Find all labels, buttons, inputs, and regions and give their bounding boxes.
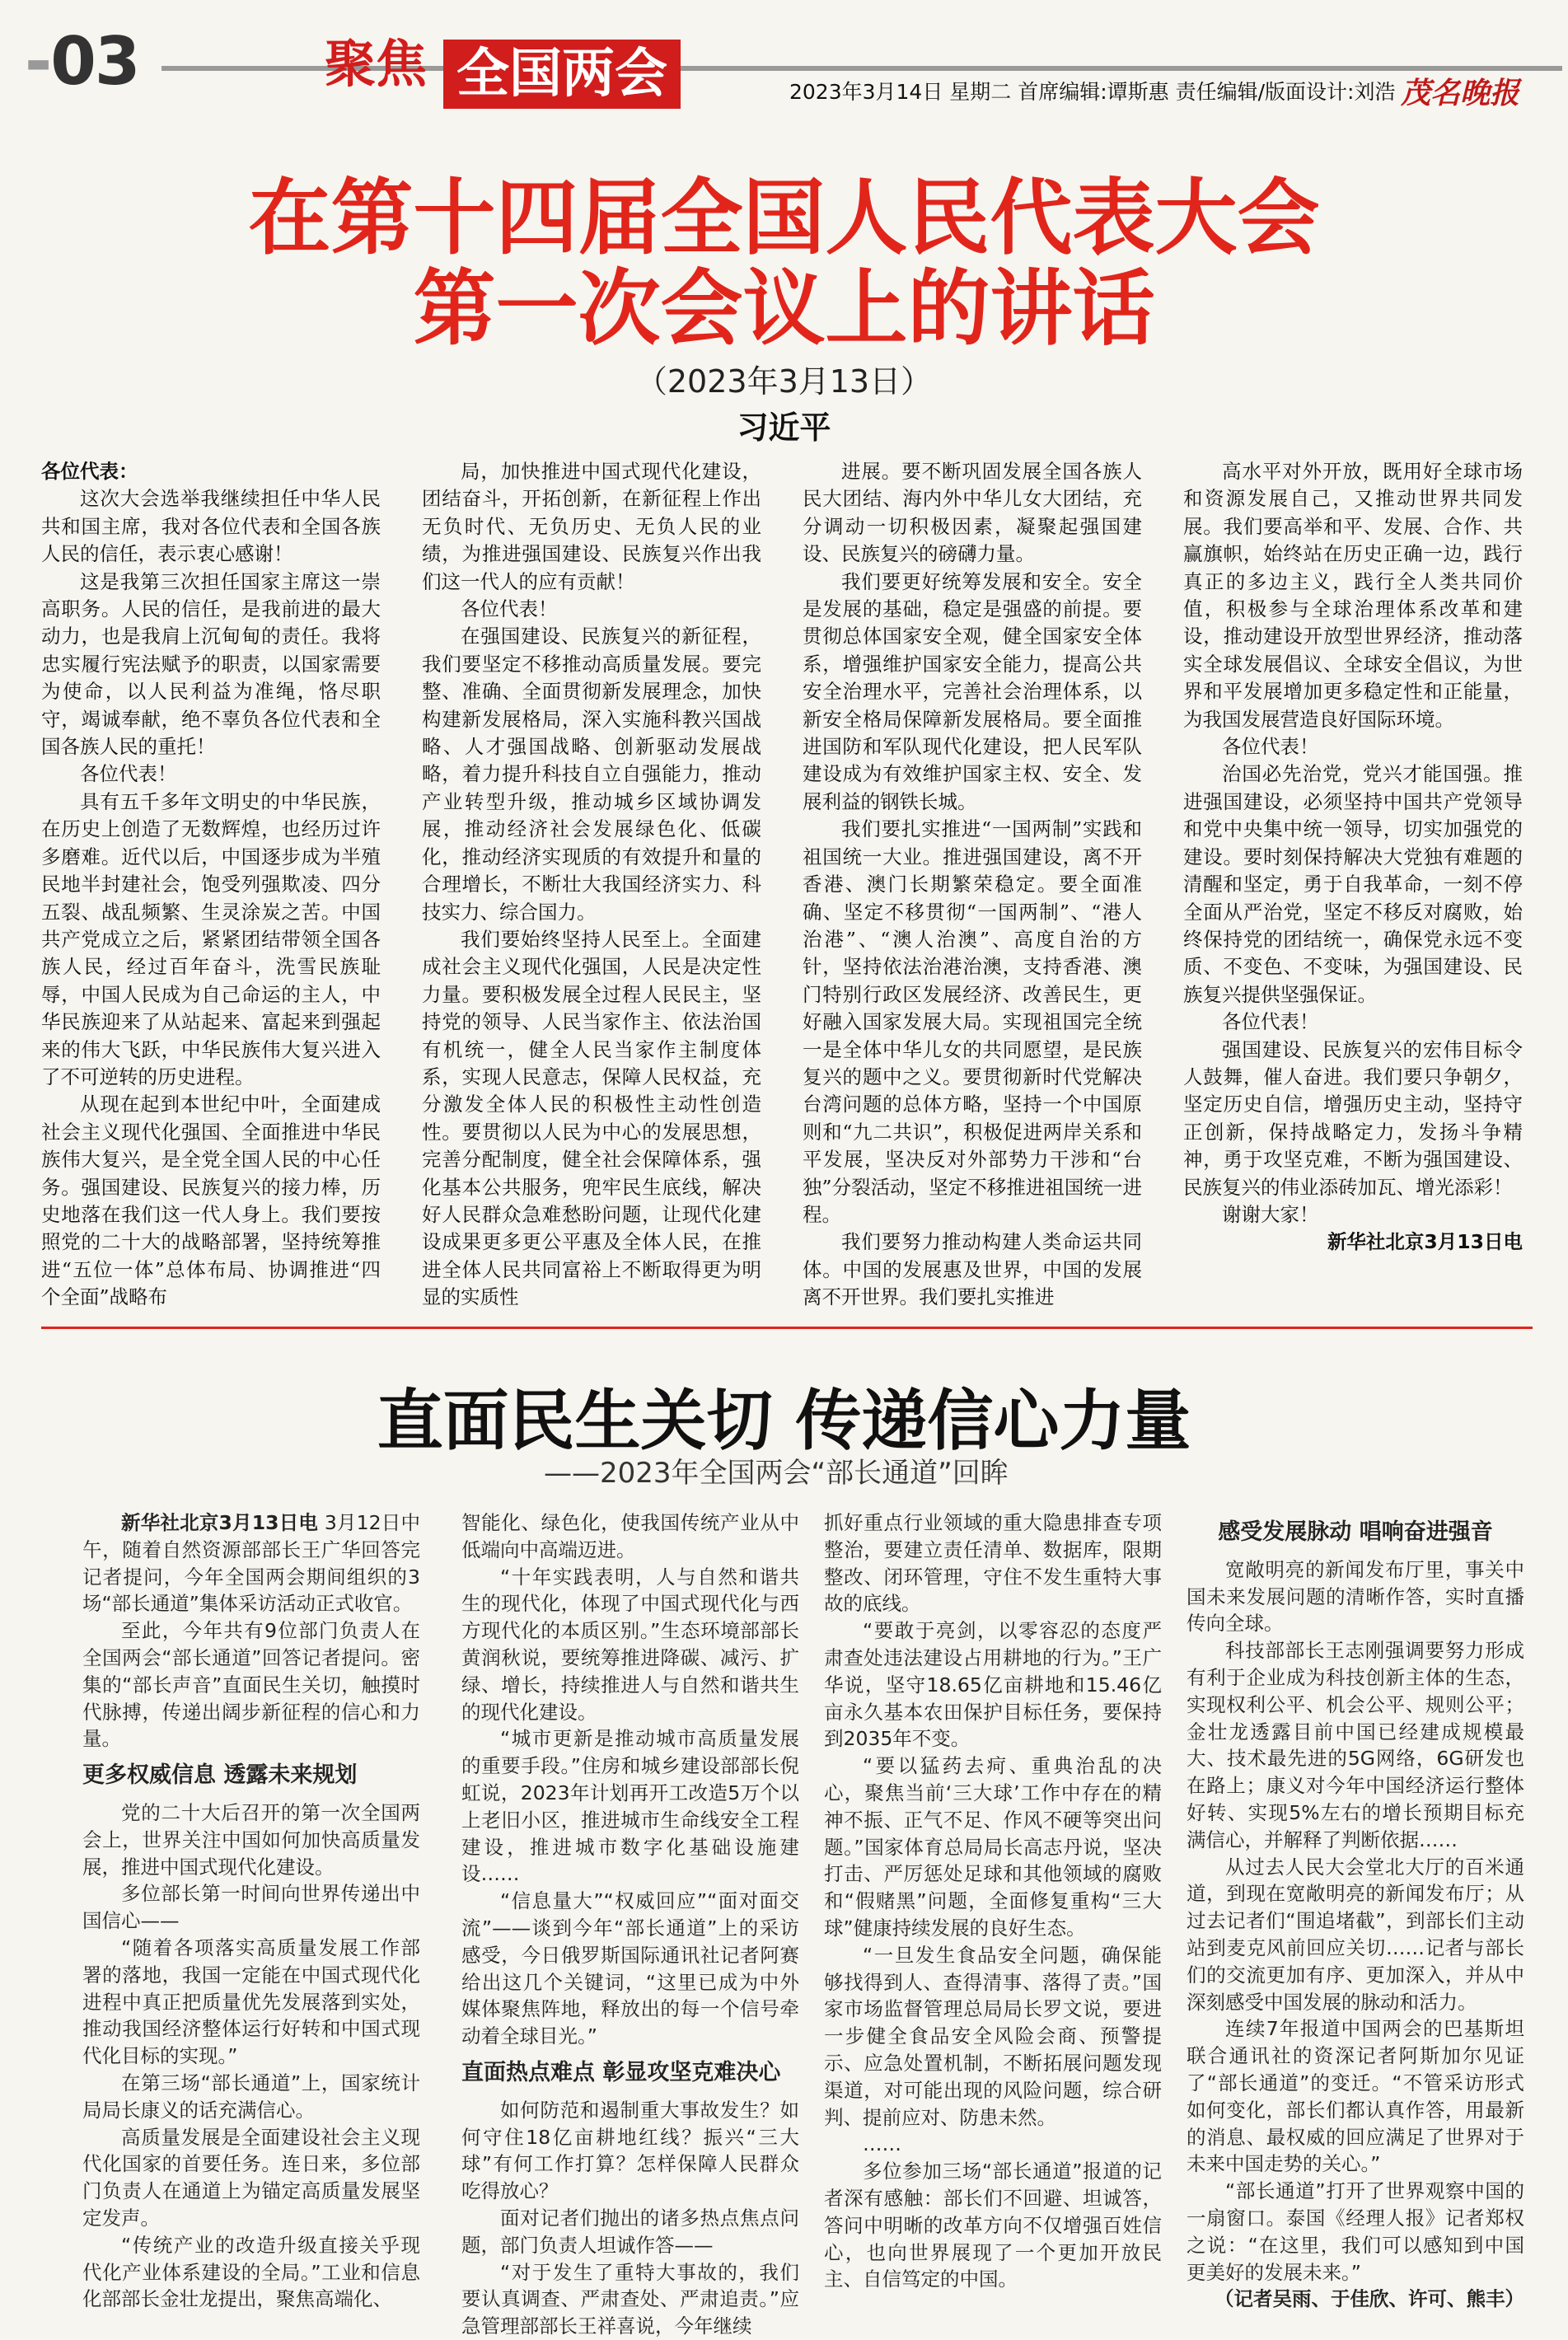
article2-paragraph: 多位参加三场“部长通道”报道的记者深有感触：部长们不回避、坦诚答，答问中明晰的改革方向不仅增强百姓信心，也向世界展现了一个更加开放民主、自信笃定的中国。 — [824, 2160, 1162, 2291]
article2-paragraph: 至此，今年共有9位部门负责人在全国两会“部长通道”回答记者提问。密集的“部长声音”直面民生关切，触摸时代脉搏，传递出阔步新征程的信心和力量。 — [82, 1619, 420, 1751]
article2-paragraph: 从过去人民大会堂北大厅的百米通道，到现在宽敞明亮的新闻发布厅；从过去记者们“围追堵截”，到部长们主动站到麦克风前回应关切……记者与部长们的交流更加有序、更加深入，并从中深刻感受中国发展的脉动和活力。 — [1187, 1855, 1524, 2014]
article1-title-line1: 在第十四届全国人民代表大会 — [248, 170, 1320, 266]
article2-column-2 — [461, 1509, 799, 2338]
article1-paragraph: 各位代表！ — [1222, 1010, 1319, 1034]
article1-paragraph: 我们要始终坚持人民至上。全面建成社会主义现代化强国，人民是决定性力量。要积极发展全过程人民民主，坚持党的领导、人民当家作主、依法治国有机统一，健全人民当家作主制度体系，实现人民意志，保障人民权益，充分激发全体人民的积极性主动性创造性。要贯彻以人民为中心的发展思想，完善分配制度，健全社会保障体系，强化基本公共服务，兜牢民生底线，解决好人民群众急难愁盼问题，让现代化建设成果更多更公平惠及全体人民，在推进全体人民共同富裕上不断取得更为明显的实质性 — [422, 927, 761, 1309]
article1-paragraph: 高水平对外开放，既用好全球市场和资源发展自己，又推动世界共同发展。我们要高举和平、发展、合作、共赢旗帜，始终站在历史正确一边，践行真正的多边主义，践行全人类共同价值，积极参与全球治理体系改革和建设，推动建设开放型世界经济，推动落实全球发展倡议、全球安全倡议，为世界和平发展增加更多稳定性和正能量，为我国发展营造良好国际环境。 — [1183, 460, 1523, 731]
article1-column-2 — [422, 458, 761, 1309]
article2-subheading: 更多权威信息 透露未来规划 — [82, 1762, 358, 1789]
article2-paragraph: 连续7年报道中国两会的巴基斯坦联合通讯社的资深记者阿斯加尔见证了“部长通道”的变迁。“不管采访形式如何变化，部长们都认真作答，用最新的消息、最权威的回应满足了世界对于未来中国走势的关心。” — [1187, 2017, 1524, 2176]
article1-column-1 — [41, 458, 381, 1309]
article2-lead-paragraph — [82, 1509, 420, 1617]
article1-paragraph: 我们要更好统筹发展和安全。安全是发展的基础，稳定是强盛的前提。要贯彻总体国家安全观，健全国家安全体系，增强维护国家安全能力，提高公共安全治理水平，完善社会治理体系，以新安全格局保障新发展格局。要全面推进国防和军队现代化建设，把人民军队建设成为有效维护国家主权、安全、发展利益的钢铁长城。 — [803, 569, 1142, 813]
article2-paragraph: 科技部部长王志刚强调要努力形成有利于企业成为科技创新主体的生态，实现权利公平、机会公平、规则公平；金壮龙透露目前中国已经建成规模最大、技术最先进的5G网络，6G研发也在路上；康义对今年中国经济运行整体好转、实现5%左右的增长预期目标充满信心，并解释了判断依据…… — [1187, 1639, 1524, 1851]
article2-paragraph: “城市更新是推动城市高质量发展的重要手段。”住房和城乡建设部部长倪虹说，2023年计划再开工改造5万个以上老旧小区，推进城市生命线安全工程建设，推进城市数字化基础设施建设…… — [461, 1727, 799, 1886]
newspaper-logo: 茂名晚报 — [1401, 76, 1520, 110]
article2-paragraph: “信息量大”“权威回应”“面对面交流”——谈到今年“部长通道”上的采访感受，今日俄罗斯国际通讯社记者阿赛给出这几个关键词，“这里已成为中外媒体聚焦阵地，释放出的每一个信号牵动着全球目光。” — [461, 1889, 799, 2048]
article2-paragraph: 党的二十大后召开的第一次全国两会上，世界关注中国如何加快高质量发展，推进中国式现代化建设。 — [82, 1800, 420, 1879]
article2-paragraph: 高质量发展是全面建设社会主义现代化国家的首要任务。连日来，多位部门负责人在通道上为锚定高质量发展坚定发声。 — [82, 2125, 420, 2230]
article1-author: 习近平 — [737, 410, 831, 446]
article2-dateline: 新华社北京3月13日电 — [121, 1511, 319, 1534]
article1-paragraph: 从现在起到本世纪中叶，全面建成社会主义现代化强国、全面推进中华民族伟大复兴，是全党全国人民的中心任务。强国建设、民族复兴的接力棒，历史地落在我们这一代人身上。我们要按照党的二十大的战略部署，坚持统筹推进“五位一体”总体布局、协调推进“四个全面”战略布 — [41, 1093, 381, 1309]
article2-subtitle: ——2023年全国两会“部长通道”回眸 — [544, 1457, 1009, 1490]
article2-paragraph: 智能化、绿色化，使我国传统产业从中低端向中高端迈进。 — [461, 1511, 799, 1561]
article2-paragraph: 多位部长第一时间向世界传递出中国信心—— — [82, 1882, 420, 1933]
article1-dateline: 新华社北京3月13日电 — [1327, 1230, 1523, 1254]
article1-column-3 — [803, 458, 1142, 1309]
article2-lead-text: 3月12日中午，随着自然资源部部长王广华回答完记者提问，今年全国两会期间组织的3场“部长通道”集体采访活动正式收官。 — [82, 1511, 421, 1616]
article-divider — [41, 1327, 1533, 1329]
article2-paragraph: “要以猛药去疴、重典治乱的决心，聚焦当前‘三大球’工作中存在的精神不振、正气不足、作风不硬等突出问题。”国家体育总局局长高志丹说，坚决打击、严厉惩处足球和其他领域的腐败和“假赌黑”问题，全面修复重构“三大球”健康持续发展的良好生态。 — [824, 1754, 1162, 1940]
article2-subheading: 直面热点难点 彰显攻坚克难决心 — [461, 2059, 781, 2085]
article1-paragraph: 我们要扎实推进“一国两制”实践和祖国统一大业。推进强国建设，离不开香港、澳门长期繁荣稳定。要全面准确、坚定不移贯彻“一国两制”、“港人治港”、“澳人治澳”、高度自治的方针，坚持依法治港治澳，支持香港、澳门特别行政区发展经济、改善民生，更好融入国家发展大局。实现祖国完全统一是全体中华儿女的共同愿望，是民族复兴的题中之义。要贯彻新时代党解决台湾问题的总体方略，坚持一个中国原则和“九二共识”，积极促进两岸关系和平发展，坚决反对外部势力干涉和“台独”分裂活动，坚定不移推进祖国统一进程。 — [803, 817, 1142, 1226]
article2-paragraph: “要敢于亮剑，以零容忍的态度严肃查处违法建设占用耕地的行为。”王广华说，坚守18.65亿亩耕地和15.46亿亩永久基本农田保护目标任务，要保持到2035年不变。 — [824, 1619, 1162, 1751]
article2-paragraph: 面对记者们抛出的诸多热点焦点问题，部门负责人坦诚作答—— — [461, 2206, 799, 2257]
article2-column-1 — [82, 1509, 421, 2311]
article1-paragraph: 治国必先治党，党兴才能国强。推进强国建设，必须坚持中国共产党领导和党中央集中统一领导，切实加强党的建设。要时刻保持解决大党独有难题的清醒和坚定，勇于自我革命，一刻不停全面从严治党，坚定不移反对腐败，始终保持党的团结统一，确保党永远不变质、不变色、不变味，为强国建设、民族复兴提供坚强保证。 — [1183, 762, 1523, 1006]
article1-title-line2: 第一次会议上的讲话 — [413, 260, 1155, 357]
article2-credit: （记者吴雨、于佳欣、许可、熊丰） — [1215, 2287, 1524, 2311]
article1-paragraph: 这是我第三次担任国家主席这一崇高职务。人民的信任，是我前进的最大动力，也是我肩上沉甸甸的责任。我将忠实履行宪法赋予的职责，以国家需要为使命，以人民利益为准绳，恪尽职守，竭诚奉献，绝不辜负各位代表和全国各族人民的重托！ — [41, 569, 381, 759]
article1-paragraph: 各位代表！ — [461, 597, 558, 621]
article1-paragraph: 各位代表！ — [1222, 735, 1319, 759]
article2-paragraph: 抓好重点行业领域的重大隐患排查专项整治，要建立责任清单、数据库，限期整改、闭环管理，守住不发生重特大事故的底线。 — [824, 1511, 1162, 1616]
article2-paragraph: 如何防范和遏制重大事故发生？如何守住18亿亩耕地红线？振兴“三大球”有何工作打算？怎样保障人民群众吃得放心？ — [461, 2098, 799, 2203]
article1-column-4 — [1183, 458, 1523, 1282]
page-header — [0, 0, 1568, 110]
article2-paragraph: 在第三场“部长通道”上，国家统计局局长康义的话充满信心。 — [82, 2071, 420, 2122]
article2-paragraph: “一旦发生食品安全问题，确保能够找得到人、查得清事、落得了责。”国家市场监督管理总局局长罗文说，要进一步健全食品安全风险会商、预警提示、应急处置机制，不断拓展问题发现渠道，对可能出现的风险问题，综合研判、提前应对、防患未然。 — [824, 1943, 1162, 2129]
article2-paragraph: …… — [863, 2132, 901, 2156]
article2-subheading: 感受发展脉动 唱响奋进强音 — [1218, 1519, 1493, 1545]
article2-paragraph: 宽敞明亮的新闻发布厅里，事关中国未来发展问题的清晰作答，实时直播传向全球。 — [1187, 1557, 1524, 1636]
article1-paragraph: 局，加快推进中国式现代化建设，团结奋斗，开拓创新，在新征程上作出无负时代、无负历史、无负人民的业绩，为推进强国建设、民族复兴作出我们这一代人的应有贡献！ — [422, 460, 761, 593]
section-name-badge: 全国两会 — [443, 40, 681, 109]
article1-paragraph: 各位代表： — [41, 460, 138, 483]
article2-column-4 — [1187, 1509, 1524, 2311]
article2-paragraph: “十年实践表明，人与自然和谐共生的现代化，体现了中国式现代化与西方现代化的本质区别。”生态环境部部长黄润秋说，要统筹推进降碳、减污、扩绿、增长，持续推进人与自然和谐共生的现代化建设。 — [461, 1565, 799, 1724]
article1-paragraph: 强国建设、民族复兴的宏伟目标令人鼓舞，催人奋进。我们要只争朝夕，坚定历史自信，增强历史主动，坚持守正创新，保持战略定力，发扬斗争精神，勇于攻坚克难，不断为强国建设、民族复兴的伟业添砖加瓦、增光添彩！ — [1183, 1037, 1523, 1199]
article1-paragraph: 具有五千多年文明史的中华民族，在历史上创造了无数辉煌，也经历过许多磨难。近代以后，中国逐步成为半殖民地半封建社会，饱受列强欺凌、四分五裂、战乱频繁、生灵涂炭之苦。中国共产党成立之后，紧紧团结带领全国各族人民，经过百年奋斗，洗雪民族耻辱，中国人民成为自己命运的主人，中华民族迎来了从站起来、富起来到强起来的伟大飞跃，中华民族伟大复兴进入了不可逆转的历史进程。 — [41, 789, 381, 1088]
article1-date: （2023年3月13日） — [635, 363, 933, 400]
article2-paragraph: “部长通道”打开了世界观察中国的一扇窗口。泰国《经理人报》记者郑权之说：“在这里，我们可以感知到中国更美好的发展未来。” — [1187, 2179, 1524, 2284]
article1-paragraph: 谢谢大家！ — [1222, 1202, 1319, 1226]
article2-paragraph: “传统产业的改造升级直接关乎现代化产业体系建设的全局。”工业和信息化部部长金壮龙提出，聚焦高端化、 — [82, 2233, 420, 2311]
section-focus-label: 聚焦 — [325, 34, 428, 94]
article1-paragraph: 各位代表！ — [80, 762, 177, 786]
article2-paragraph: “随着各项落实高质量发展工作部署的落地，我国一定能在中国式现代化进程中真正把质量优先发展落到实处，推动我国经济整体运行好转和中国式现代化目标的实现。” — [82, 1935, 420, 2068]
article1-paragraph: 在强国建设、民族复兴的新征程，我们要坚定不移推动高质量发展。要完整、准确、全面贯彻新发展理念，加快构建新发展格局，深入实施科教兴国战略、人才强国战略、创新驱动发展战略，着力提升科技自立自强能力，推动产业转型升级，推动城乡区域协调发展，推动经济社会发展绿色化、低碳化，推动经济实现质的有效提升和量的合理增长，不断壮大我国经济实力、科技实力、综合国力。 — [422, 625, 761, 924]
article1-paragraph: 我们要努力推动构建人类命运共同体。中国的发展惠及世界，中国的发展离不开世界。我们要扎实推进 — [803, 1230, 1142, 1309]
article1-paragraph: 进展。要不断巩固发展全国各族人民大团结、海内外中华儿女大团结，充分调动一切积极因素，凝聚起强国建设、民族复兴的磅礴力量。 — [803, 460, 1142, 566]
header-info: 2023年3月14日 星期二 首席编辑:谭斯惠 责任编辑/版面设计:刘浩 — [789, 80, 1396, 104]
article2-paragraph: “对于发生了重特大事故的，我们要认真调查、严肃查处、严肃追责。”应急管理部部长王祥喜说，今年继续 — [461, 2260, 799, 2338]
article2-column-3 — [824, 1509, 1162, 2305]
article1-paragraph: 这次大会选举我继续担任中华人民共和国主席，我对各位代表和全国各族人民的信任，表示衷心感谢！ — [41, 487, 381, 566]
page-number: -03 — [25, 23, 139, 100]
article2-title: 直面民生关切 传递信心力量 — [377, 1383, 1191, 1459]
